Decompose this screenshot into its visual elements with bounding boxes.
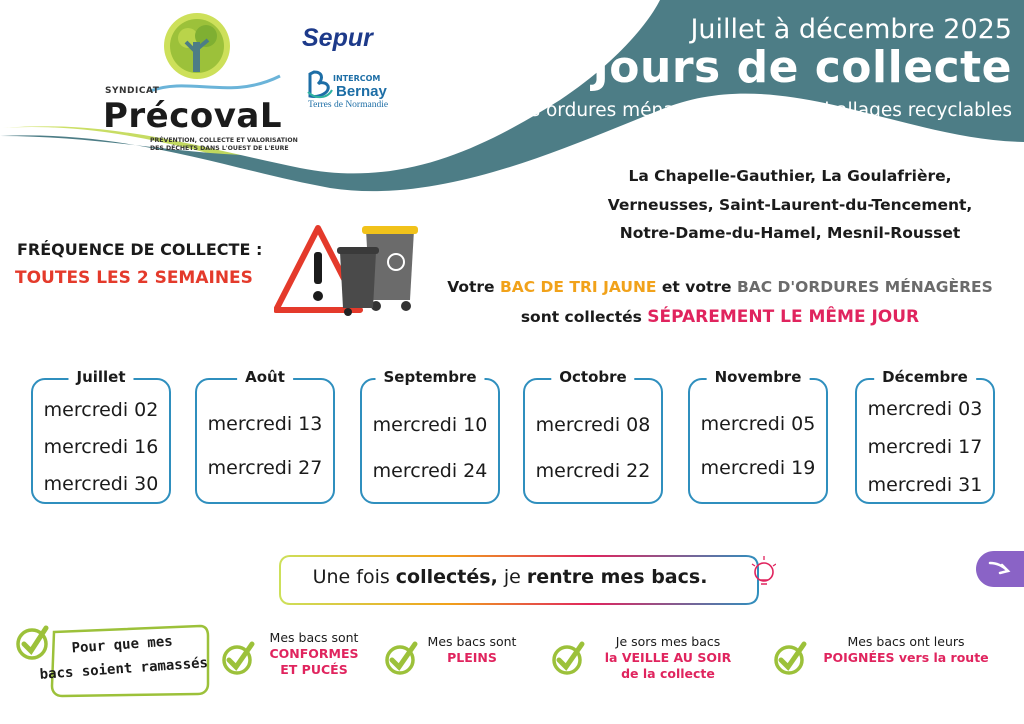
- collection-date: mercredi 02: [43, 399, 159, 421]
- condition-poignees: [808, 634, 1004, 666]
- bins-text-part: et votre: [656, 278, 737, 296]
- collection-date: mercredi 13: [207, 413, 323, 435]
- collection-date: mercredi 05: [700, 413, 816, 435]
- reminder-bold-part: collectés,: [395, 566, 498, 588]
- separate-same-day-label: SÉPAREMENT LE MÊME JOUR: [647, 307, 920, 327]
- communes-list: [560, 162, 1020, 248]
- month-box-aout: [195, 368, 335, 504]
- arrow-right-icon: [976, 551, 1024, 587]
- condition-highlight: ET PUCÉS: [280, 662, 348, 677]
- intercom-name: Bernay: [336, 83, 387, 100]
- collection-date: mercredi 08: [535, 414, 651, 436]
- month-box-juillet: [31, 368, 171, 504]
- condition-highlight: PLEINS: [447, 650, 497, 665]
- bins-collection-info: [420, 272, 1020, 332]
- collection-date: mercredi 27: [207, 457, 323, 479]
- intercom-bernay-icon: [306, 70, 334, 100]
- condition-lead: Mes bacs sont: [427, 634, 517, 649]
- syndicat-label: SYNDICAT: [105, 86, 160, 96]
- grey-bin-label: BAC D'ORDURES MÉNAGÈRES: [736, 278, 993, 296]
- bins-text-part: Votre: [447, 278, 500, 296]
- collection-date: mercredi 22: [535, 460, 651, 482]
- period-title: Juillet à décembre 2025: [690, 14, 1012, 45]
- collection-date: mercredi 24: [372, 460, 488, 482]
- month-box-decembre: [855, 368, 995, 504]
- condition-veille-au-soir: [588, 634, 748, 682]
- collection-date: mercredi 19: [700, 457, 816, 479]
- checklist-heading-line: bacs soient ramassés: [39, 655, 209, 683]
- condition-highlight: CONFORMES: [269, 646, 359, 661]
- collection-date: mercredi 10: [372, 414, 488, 436]
- reminder-text-part: je: [497, 566, 527, 588]
- check-icon: [550, 640, 586, 676]
- collection-date: mercredi 03: [867, 398, 983, 420]
- month-name: Novembre: [707, 368, 810, 386]
- communes-line: La Chapelle-Gauthier, La Goulafrière,: [628, 167, 952, 185]
- month-box-octobre: [523, 368, 663, 504]
- month-name: Juillet: [68, 368, 133, 386]
- condition-highlight: la VEILLE AU SOIR: [604, 650, 732, 665]
- month-name: Août: [237, 368, 293, 386]
- condition-lead: Je sors mes bacs: [615, 634, 721, 649]
- collection-date: mercredi 31: [867, 474, 983, 496]
- page-subtitle: des ordures ménagères et des emballages recyclables: [507, 100, 1012, 121]
- page-title: Jours de collecte: [592, 42, 1012, 93]
- yellow-bin-label: BAC DE TRI JAUNE: [499, 278, 657, 296]
- check-icon: [383, 640, 419, 676]
- condition-highlight: POIGNÉES vers la route: [823, 650, 989, 665]
- precoval-wordmark: PrécovaL: [103, 96, 283, 136]
- collection-date: mercredi 16: [43, 436, 159, 458]
- sepur-logo: Sepur: [302, 24, 373, 52]
- check-icon: [220, 640, 256, 676]
- checklist-heading-line: Pour que mes: [71, 633, 174, 657]
- reminder-bold-part: rentre mes bacs.: [526, 566, 708, 588]
- intercom-subtitle: Terres de Normandie: [308, 100, 389, 110]
- precoval-tagline: PRÉVENTION, COLLECTE ET VALORISATION DES DÉCHETS DANS L'OUEST DE L'EURE: [150, 137, 298, 152]
- frequency-label: FRÉQUENCE DE COLLECTE :: [17, 240, 263, 259]
- collection-date: mercredi 30: [43, 473, 159, 495]
- communes-line: Verneusses, Saint-Laurent-du-Tencement,: [607, 195, 973, 214]
- month-name: Décembre: [874, 368, 976, 386]
- condition-conformes: [256, 630, 372, 678]
- warning-bins-icon: [274, 222, 424, 318]
- month-box-novembre: [688, 368, 828, 504]
- reminder-text: [285, 566, 735, 588]
- month-name: Octobre: [551, 368, 634, 386]
- collection-date: mercredi 17: [867, 436, 983, 458]
- intercom-label: INTERCOM: [333, 74, 381, 83]
- frequency-value: TOUTES LES 2 SEMAINES: [15, 268, 253, 288]
- check-icon: [772, 640, 808, 676]
- condition-lead: Mes bacs ont leurs: [847, 634, 965, 649]
- condition-tail: de la collecte: [621, 666, 715, 681]
- month-name: Septembre: [376, 368, 485, 386]
- condition-pleins: [416, 634, 528, 666]
- month-box-septembre: [360, 368, 500, 504]
- bins-text-part: sont collectés: [520, 308, 648, 326]
- communes-line: Notre-Dame-du-Hamel, Mesnil-Rousset: [619, 224, 961, 242]
- condition-lead: Mes bacs sont: [269, 630, 359, 645]
- reminder-text-part: Une fois: [312, 566, 396, 588]
